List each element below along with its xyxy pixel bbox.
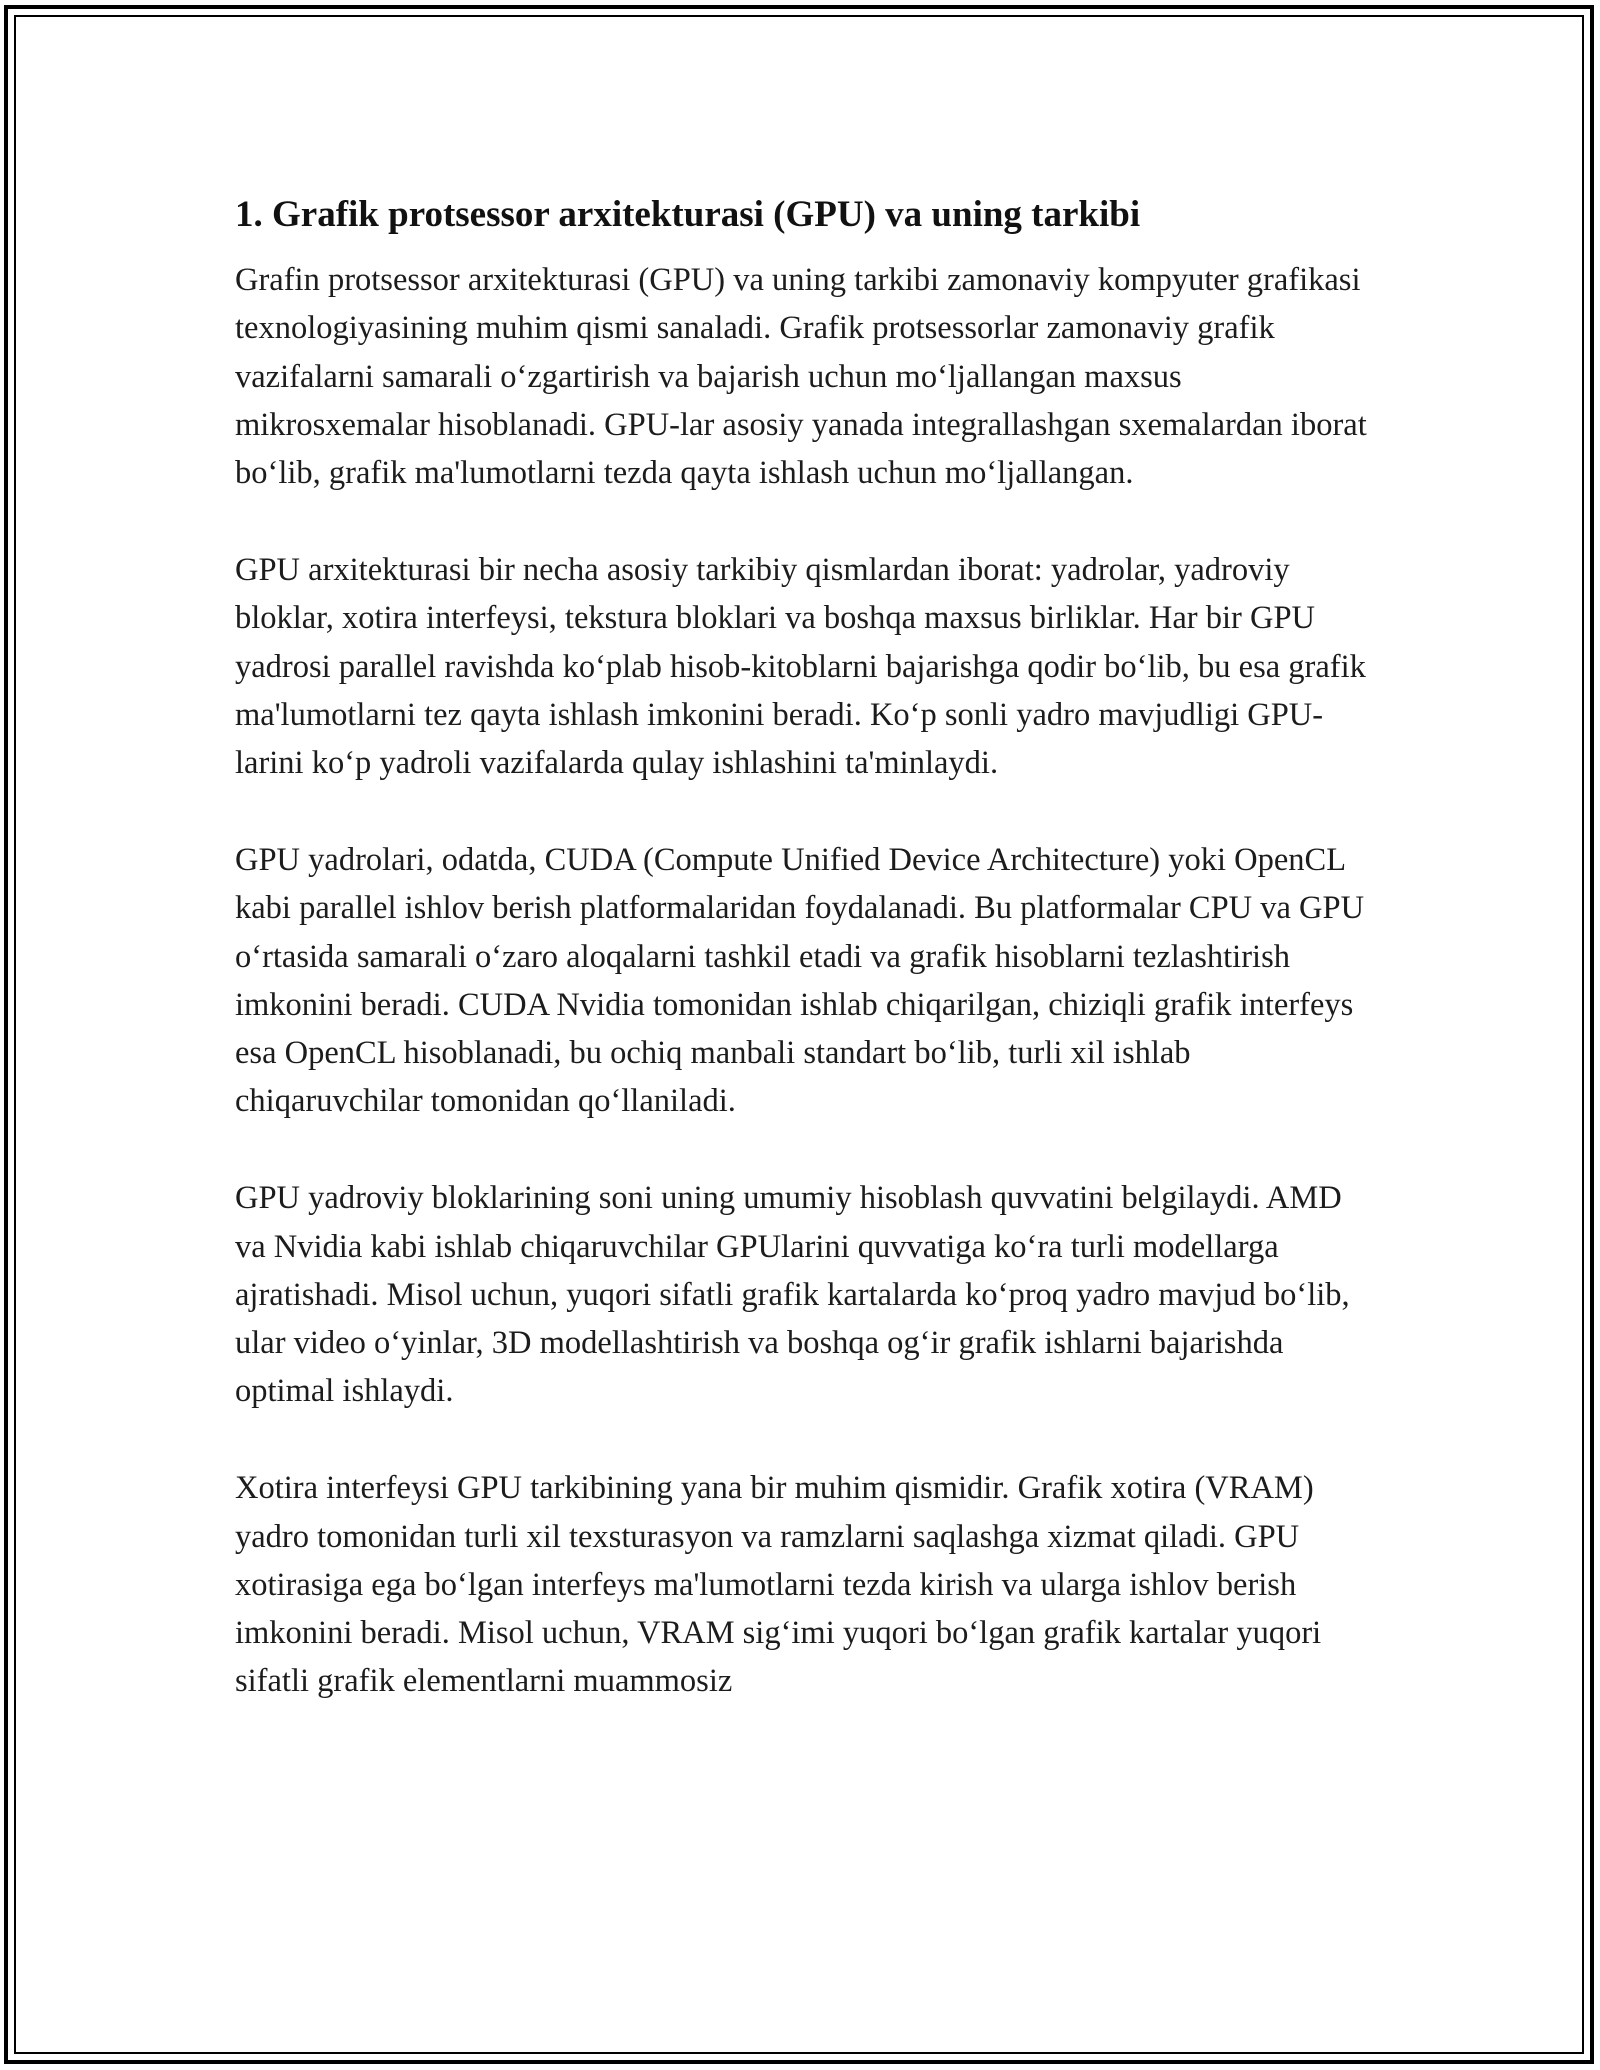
paragraph-3: GPU yadrolari, odatda, CUDA (Compute Unified Device Architecture) yoki OpenCL kabi parallel ishlov berish platformalaridan foydalanadi. Bu platformalar CPU va GPU o‘rtasida samarali o‘zaro aloqalarni tashkil etadi va grafik hisoblarni tezlashtirish imkonini beradi. CUDA Nvidia tomonidan ishlab chiqarilgan, chiziqli grafik interfeys esa OpenCL hisoblanadi, bu ochiq manbali standart bo‘lib, turli xil ishlab chiqaruvchilar tomonidan qo‘llaniladi. [235, 841, 1365, 1120]
paragraph-5: Xotira interfeysi GPU tarkibining yana bir muhim qismidir. Grafik xotira (VRAM) yadro tomonidan turli xil texsturasyon va ramzlarni saqlashga xizmat qiladi. GPU xotirasiga ega bo‘lgan interfeys ma'lumotlarni tezda kirish va ularga ishlov berish imkonini beradi. Misol uchun, VRAM sig‘imi yuqori bo‘lgan grafik kartalar yuqori sifatli grafik elementlarni muammosiz [235, 1470, 1322, 1700]
paragraph-1: Grafin protsessor arxitekturasi (GPU) va uning tarkibi zamonaviy kompyuter grafikasi texnologiyasining muhim qismi sanaladi. Grafik protsessorlar zamonaviy grafik vazifalarni samarali o‘zgartirish va bajarish uchun mo‘ljallangan maxsus mikrosxemalar hisoblanadi. GPU-lar asosiy yanada integrallashgan sxemalardan iborat bo‘lib, grafik ma'lumotlarni tezda qayta ishlash uchun mo‘ljallangan. [235, 262, 1367, 492]
document-body [235, 188, 1370, 1754]
section-heading: 1. Grafik protsessor arxitekturasi (GPU) va uning tarkibi [235, 194, 1141, 235]
paragraph-2: GPU arxitekturasi bir necha asosiy tarkibiy qismlardan iborat: yadrolar, yadroviy bloklar, xotira interfeysi, tekstura bloklari va boshqa maxsus birliklar. Har bir GPU yadrosi parallel ravishda ko‘plab hisob-kitoblarni bajarishga qodir bo‘lib, bu esa grafik ma'lumotlarni tez qayta ishlash imkonini beradi. Ko‘p sonli yadro mavjudligi GPU-larini ko‘p yadroli vazifalarda qulay ishlashini ta'minlaydi. [235, 551, 1366, 782]
paragraph-4: GPU yadroviy bloklarining soni uning umumiy hisoblash quvvatini belgilaydi. AMD va Nvidia kabi ishlab chiqaruvchilar GPUlarini quvvatiga ko‘ra turli modellarga ajratishadi. Misol uchun, yuqori sifatli grafik kartalarda ko‘proq yadro mavjud bo‘lib, ular video o‘yinlar, 3D modellashtirish va boshqa og‘ir grafik ishlarni bajarishda optimal ishlaydi. [235, 1180, 1350, 1410]
